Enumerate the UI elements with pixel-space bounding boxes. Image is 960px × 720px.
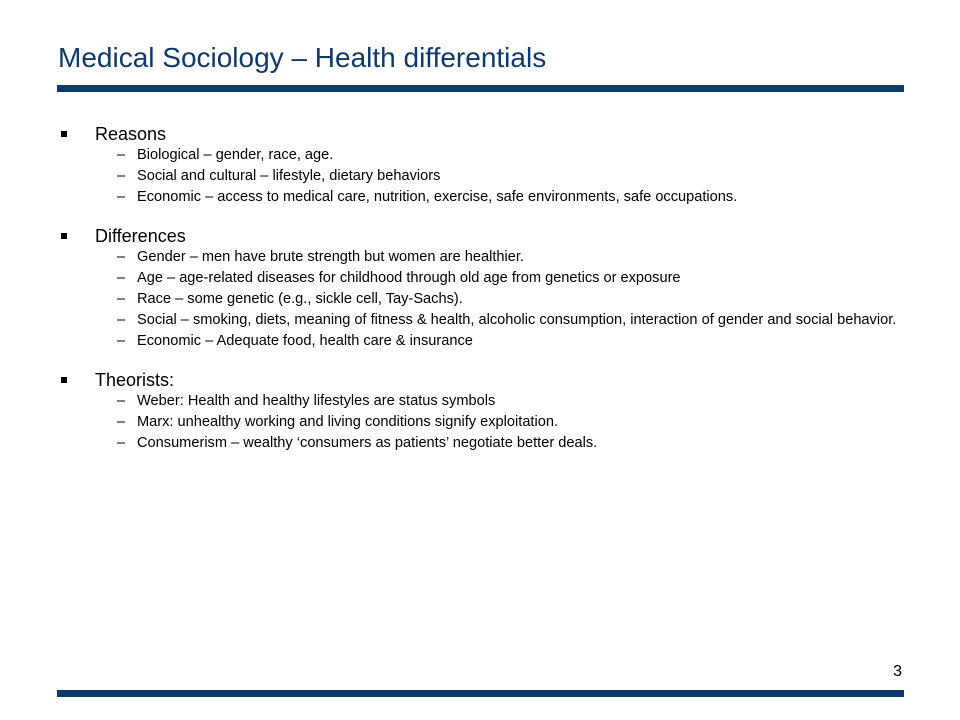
- section-heading-row: [60, 223, 920, 249]
- list-item-text: Economic – Adequate food, health care & insurance: [137, 333, 473, 349]
- section-differences: [60, 223, 920, 349]
- dash-marker: –: [117, 291, 126, 307]
- list-item: [60, 168, 920, 184]
- slide-title: Medical Sociology – Health differentials: [58, 42, 547, 73]
- dash-marker: –: [117, 270, 126, 286]
- section-heading: Differences: [95, 226, 186, 246]
- sub-item-list: [60, 147, 920, 205]
- list-item-text: Economic – access to medical care, nutrition, exercise, safe environments, safe occupations.: [137, 189, 738, 205]
- list-item: [60, 270, 920, 286]
- section-theorists: [60, 367, 920, 451]
- section-heading: Theorists:: [95, 370, 175, 390]
- list-item: [60, 414, 920, 430]
- square-bullet-icon: [61, 233, 67, 239]
- list-item: [60, 435, 920, 451]
- section-heading-row: [60, 367, 920, 393]
- list-item: [60, 291, 920, 307]
- footer-divider: [57, 690, 904, 697]
- list-item: [60, 393, 920, 409]
- list-item: [60, 189, 920, 205]
- list-item-text: Gender – men have brute strength but women are healthier.: [137, 249, 524, 265]
- title-divider: [57, 85, 904, 92]
- list-item-text: Age – age-related diseases for childhood through old age from genetics or exposure: [137, 270, 681, 286]
- section-heading-row: [60, 121, 920, 147]
- list-item-text: Social and cultural – lifestyle, dietary behaviors: [137, 168, 441, 184]
- square-bullet-icon: [61, 131, 67, 137]
- list-item-text: Social – smoking, diets, meaning of fitness & health, alcoholic consumption, interaction of gender and social behavior.: [137, 312, 897, 328]
- dash-marker: –: [117, 312, 126, 328]
- section-heading: Reasons: [95, 124, 167, 144]
- dash-marker: –: [117, 393, 126, 409]
- list-item-text: Marx: unhealthy working and living conditions signify exploitation.: [137, 414, 559, 430]
- sub-item-list: [60, 249, 920, 349]
- list-item: [60, 249, 920, 265]
- section-reasons: [60, 121, 920, 205]
- slide-content: [60, 121, 920, 469]
- list-item-text: Weber: Health and healthy lifestyles are status symbols: [137, 393, 496, 409]
- dash-marker: –: [117, 168, 126, 184]
- dash-marker: –: [117, 333, 126, 349]
- list-item-text: Biological – gender, race, age.: [137, 147, 334, 163]
- list-item: [60, 147, 920, 163]
- dash-marker: –: [117, 147, 126, 163]
- list-item: [60, 312, 920, 328]
- dash-marker: –: [117, 435, 126, 451]
- list-item-text: Consumerism – wealthy ‘consumers as patients’ negotiate better deals.: [137, 435, 598, 451]
- sub-item-list: [60, 393, 920, 451]
- page-number: 3: [893, 663, 902, 680]
- dash-marker: –: [117, 414, 126, 430]
- dash-marker: –: [117, 249, 126, 265]
- list-item: [60, 333, 920, 349]
- dash-marker: –: [117, 189, 126, 205]
- square-bullet-icon: [61, 377, 67, 383]
- list-item-text: Race – some genetic (e.g., sickle cell, Tay-Sachs).: [137, 291, 463, 307]
